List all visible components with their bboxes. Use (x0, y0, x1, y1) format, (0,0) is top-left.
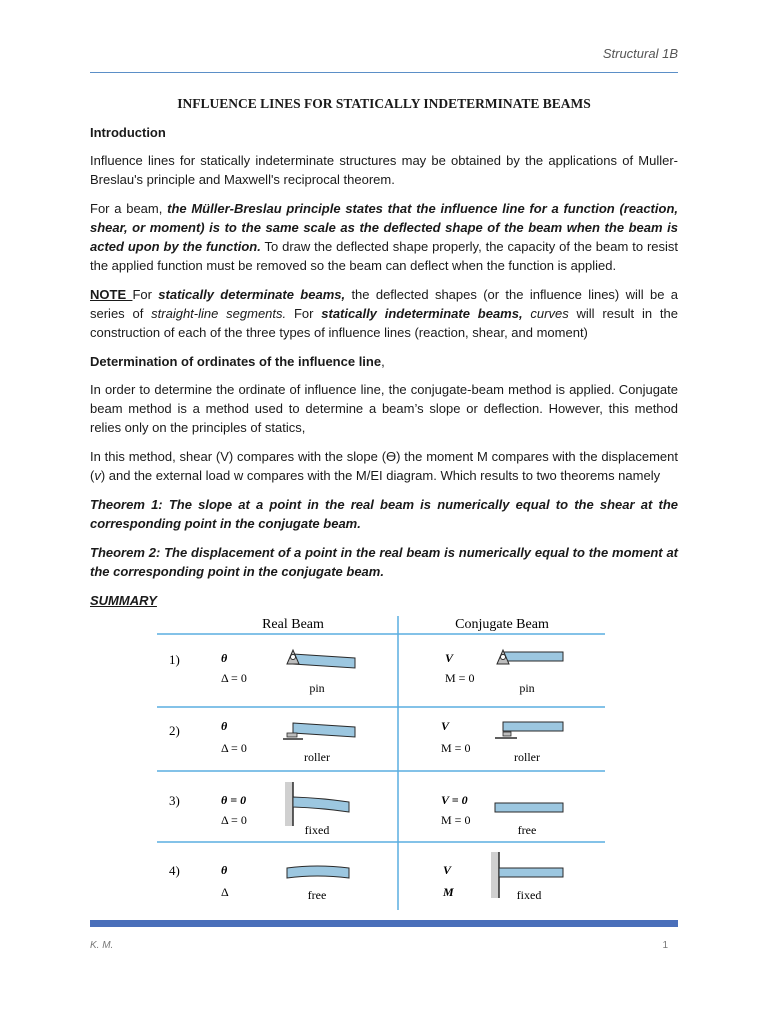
p3-c: the deflected shapes (or the influence lines) will be a series of (90, 287, 678, 321)
p3-b: statically determinate beams, (158, 287, 346, 302)
p3-h: curves (530, 306, 569, 321)
determination-heading-text: Determination of ordinates of the influence line (90, 354, 382, 369)
determination-heading (90, 352, 678, 371)
row4-number: 4) (169, 863, 180, 878)
row3-number: 3) (169, 793, 180, 808)
comparison-paragraph (90, 447, 678, 485)
row1-conj-pin-beam (497, 650, 563, 664)
p5-v: v (94, 468, 101, 483)
row1-real-a: θ (221, 651, 228, 665)
row4-real-a: θ (221, 863, 228, 877)
row3-conj-a: V = 0 (441, 793, 468, 807)
row2-conj-label: roller (514, 750, 540, 764)
row3-real-b: Δ = 0 (221, 813, 247, 827)
row3-conj-free-beam (495, 803, 563, 812)
row2-real-label: roller (304, 750, 330, 764)
row2-conj-roller-beam (495, 722, 563, 738)
row2-real-roller-beam (283, 723, 355, 739)
p3-f: statically indeterminate beams, (321, 306, 523, 321)
row4-conj-b: M (443, 885, 454, 899)
p5-a: In this method, shear (V) compares with the slope (Ө) the moment M compares with the displacement ( (90, 449, 678, 483)
p3-e: For (286, 306, 322, 321)
summary-heading: SUMMARY (90, 593, 157, 608)
p5-b: ) and the external load w compares with the M/EI diagram. Which results to two theorems namely (100, 468, 661, 483)
p2-tail: To draw the deflected shape properly, the capacity of the beam to resist the applied function must be removed so the beam can deflect when the function is applied. (90, 239, 679, 273)
col-header-conjugate: Conjugate Beam (455, 617, 549, 632)
p2-lead: For a beam, (90, 201, 168, 216)
theorem-2: Theorem 2: The displacement of a point in the real beam is numerically equal to the moment at the corresponding point in the conjugate beam. (90, 545, 678, 579)
p3-a: For (132, 287, 159, 302)
p2-principle: the Müller-Breslau principle states that the influence line for a function (reaction, shear, or moment) is to the same scale as the deflected shape of the beam when the beam is acted upon by the function. (90, 201, 678, 254)
p3-d: straight-line segments. (151, 306, 287, 321)
footer-author: K. M. (90, 940, 114, 951)
row3-real-fixed-beam (285, 782, 349, 826)
row4-conj-a: V (443, 863, 452, 877)
introduction-heading: Introduction (90, 125, 166, 140)
row3-real-label: fixed (304, 823, 330, 837)
note-paragraph (90, 285, 678, 342)
row1-conj-a: V (445, 651, 454, 665)
intro-paragraph: Influence lines for statically indeterminate structures may be obtained by the applications of Muller-Breslau's principle and Maxwell's reciprocal theorem. (90, 153, 678, 187)
row2-conj-a: V (441, 719, 450, 733)
row1-conj-b: M = 0 (445, 671, 475, 685)
determination-heading-comma: , (381, 354, 385, 369)
row2-real-b: Δ = 0 (221, 741, 247, 755)
running-header: Structural 1B (602, 46, 678, 61)
muller-breslau-paragraph (90, 199, 678, 275)
summary-figure (157, 612, 607, 912)
row1-real-b: Δ = 0 (221, 671, 247, 685)
row3-conj-b: M = 0 (441, 813, 471, 827)
p3-i: will result in the construction of each of the three types of influence lines (reaction, shear, and moment) (90, 306, 678, 340)
row1-number: 1) (169, 652, 180, 667)
row2-number: 2) (169, 723, 180, 738)
row4-conj-label: fixed (516, 888, 542, 902)
footer-bar (90, 920, 678, 927)
row4-real-label: free (307, 888, 327, 902)
row2-conj-b: M = 0 (441, 741, 471, 755)
row4-real-free-beam (287, 866, 349, 878)
row3-conj-label: free (517, 823, 537, 837)
row1-conj-label: pin (519, 681, 535, 695)
row2-real-a: θ (221, 719, 228, 733)
page-number: 1 (662, 940, 668, 951)
theorem-1: Theorem 1: The slope at a point in the real beam is numerically equal to the shear at the corresponding point in the conjugate beam. (90, 497, 678, 531)
row4-real-b: Δ (221, 885, 229, 899)
col-header-real: Real Beam (262, 617, 324, 632)
row1-real-pin-beam (287, 650, 355, 668)
conjugate-method-paragraph: In order to determine the ordinate of influence line, the conjugate-beam method is applied. Conjugate beam method is a method used to determine a beam’s slope or deflection. However, this method relies only on the principles of statics, (90, 382, 678, 435)
row3-real-a: θ = 0 (221, 793, 247, 807)
document-body (90, 92, 678, 616)
note-label: NOTE (90, 287, 133, 302)
page-title: INFLUENCE LINES FOR STATICALLY INDETERMINATE BEAMS (177, 96, 591, 111)
header-rule (90, 72, 678, 73)
row1-real-label: pin (309, 681, 325, 695)
